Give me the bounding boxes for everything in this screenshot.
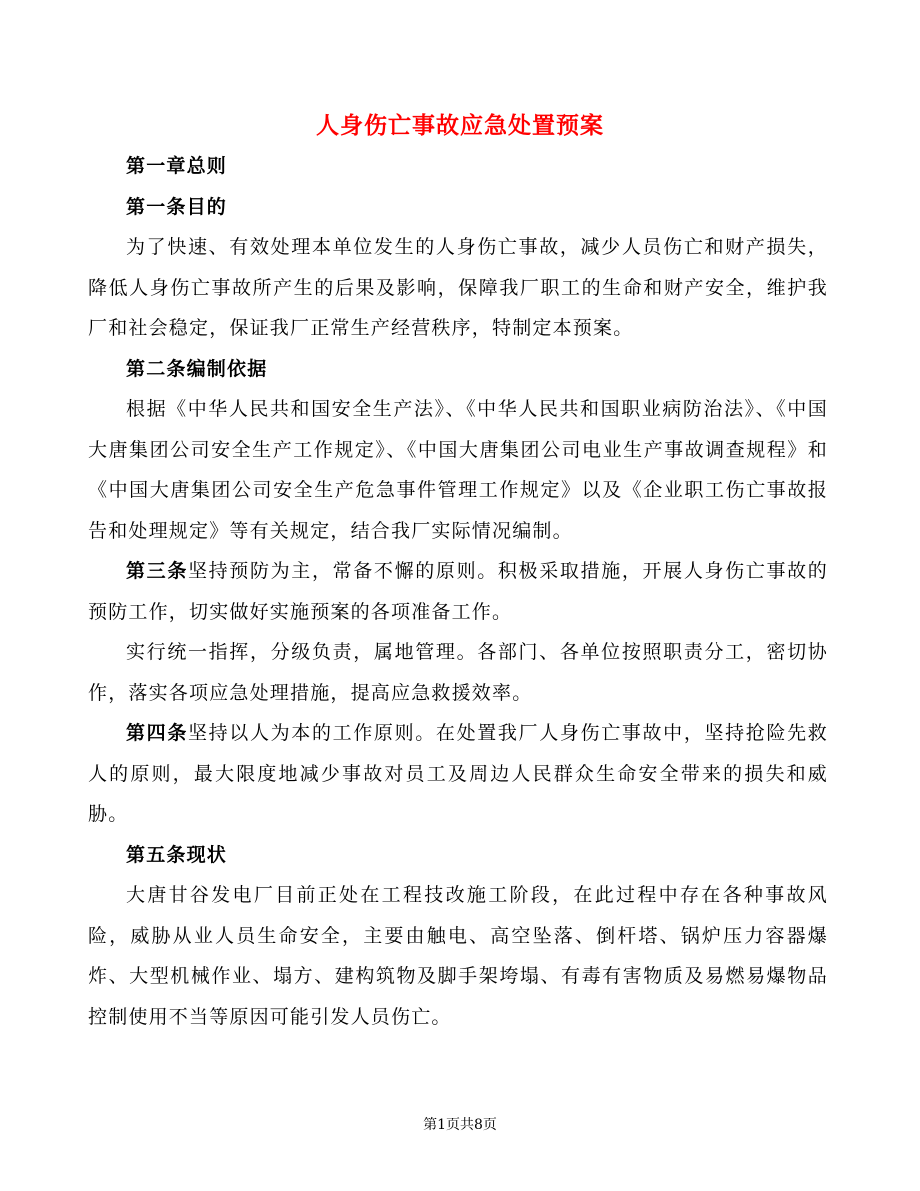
page-indicator: 第1页共8页	[423, 1117, 497, 1133]
article-3-paragraph-2: 实行统一指挥，分级负责，属地管理。各部门、各单位按照职责分工，密切协作，落实各项应急处理措施，提高应急救援效率。	[88, 641, 828, 704]
article-3-paragraph	[88, 551, 828, 632]
article-5-paragraph: 大唐甘谷发电厂目前正处在工程技改施工阶段，在此过程中存在各种事故风险，威胁从业人员生命安全，主要由触电、高空坠落、倒杆塔、锅炉压力容器爆炸、大型机械作业、塌方、建构筑物及脚手架垮塌、有毒有害物质及易燃易爆物品控制使用不当等原因可能引发人员伤亡。	[88, 884, 828, 1028]
article-4-lead: 第四条	[126, 722, 188, 744]
article-3-text: 坚持预防为主，常备不懈的原则。积极采取措施，开展人身伤亡事故的预防工作，切实做好实施预案的各项准备工作。	[88, 560, 828, 623]
chapter-heading: 第一章总则	[126, 155, 228, 177]
article-1-paragraph: 为了快速、有效处理本单位发生的人身伤亡事故，减少人员伤亡和财产损失，降低人身伤亡事故所产生的后果及影响，保障我厂职工的生命和财产安全，维护我厂和社会稳定，保证我厂正常生产经营秩序，特制定本预案。	[88, 236, 828, 339]
article-4-paragraph	[88, 713, 828, 835]
article-2-heading: 第二条编制依据	[126, 357, 268, 380]
article-3-lead: 第三条	[126, 560, 188, 582]
document-body	[88, 146, 828, 1037]
article-4-text: 坚持以人为本的工作原则。在处置我厂人身伤亡事故中，坚持抢险先救人的原则，最大限度地减少事故对员工及周边人民群众生命安全带来的损失和威胁。	[88, 722, 828, 825]
article-5-heading: 第五条现状	[126, 843, 228, 866]
article-2-paragraph: 根据《中华人民共和国安全生产法》、《中华人民共和国职业病防治法》、《中国大唐集团公司安全生产工作规定》、《中国大唐集团公司电业生产事故调查规程》和《中国大唐集团公司安全生产危急事件管理工作规定》以及《企业职工伤亡事故报告和处理规定》等有关规定，结合我厂实际情况编制。	[88, 398, 828, 542]
document-title: 人身伤亡事故应急处置预案	[316, 112, 604, 139]
article-1-heading: 第一条目的	[126, 195, 228, 218]
